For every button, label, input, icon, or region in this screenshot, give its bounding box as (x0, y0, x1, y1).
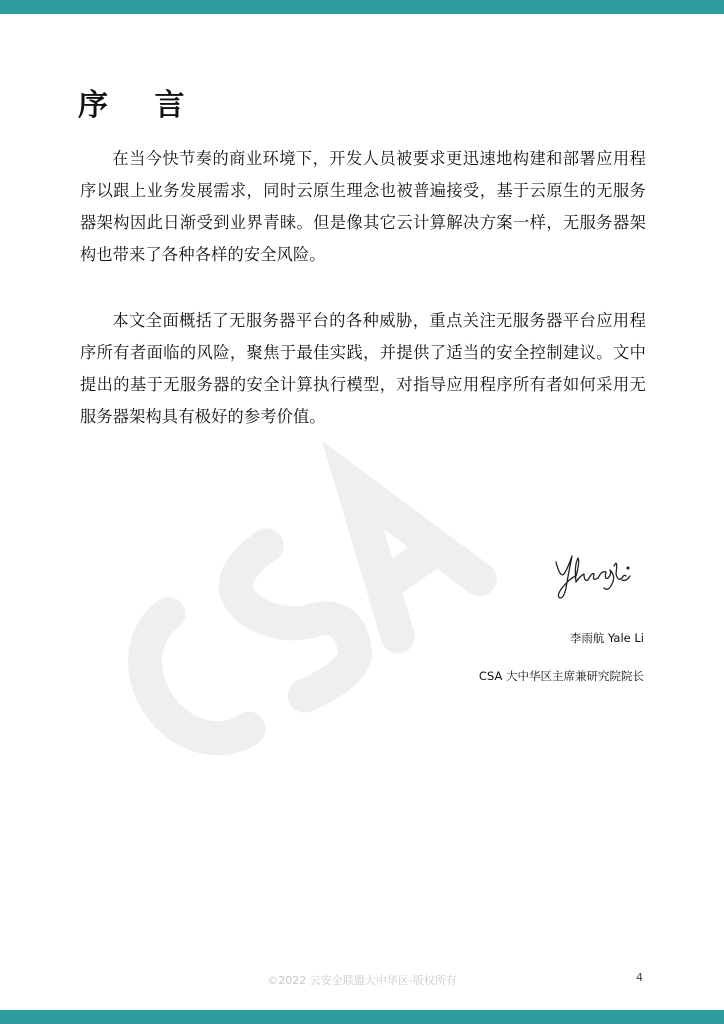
handwritten-signature (550, 548, 634, 604)
top-accent-bar (0, 0, 724, 14)
page-title: 序 言 (78, 88, 203, 123)
watermark-logo (56, 378, 584, 881)
bottom-accent-bar (0, 1010, 724, 1024)
footer-copyright: ©2022 云安全联盟大中华区-版权所有 (267, 974, 457, 987)
paragraph-1: 在当今快节奏的商业环境下，开发人员被要求更迅速地构建和部署应用程序以跟上业务发展需求，同时云原生理念也被普遍接受，基于云原生的无服务器架构因此日渐受到业界青睐。但是像其它云计算解决方案一样，无服务器架构也带来了各种各样的安全风险。 (80, 149, 646, 264)
paragraph-2: 本文全面概括了无服务器平台的各种威胁，重点关注无服务器平台应用程序所有者面临的风险，聚焦于最佳实践，并提供了适当的安全控制建议。文中提出的基于无服务器的安全计算执行模型，对指导应用程序所有者如何采用无服务器架构具有极好的参考价值。 (80, 311, 646, 426)
signer-title: CSA 大中华区主席兼研究院院长 (478, 669, 644, 683)
page-number: 4 (636, 971, 643, 984)
signer-name: 李雨航 Yale Li (569, 631, 644, 645)
